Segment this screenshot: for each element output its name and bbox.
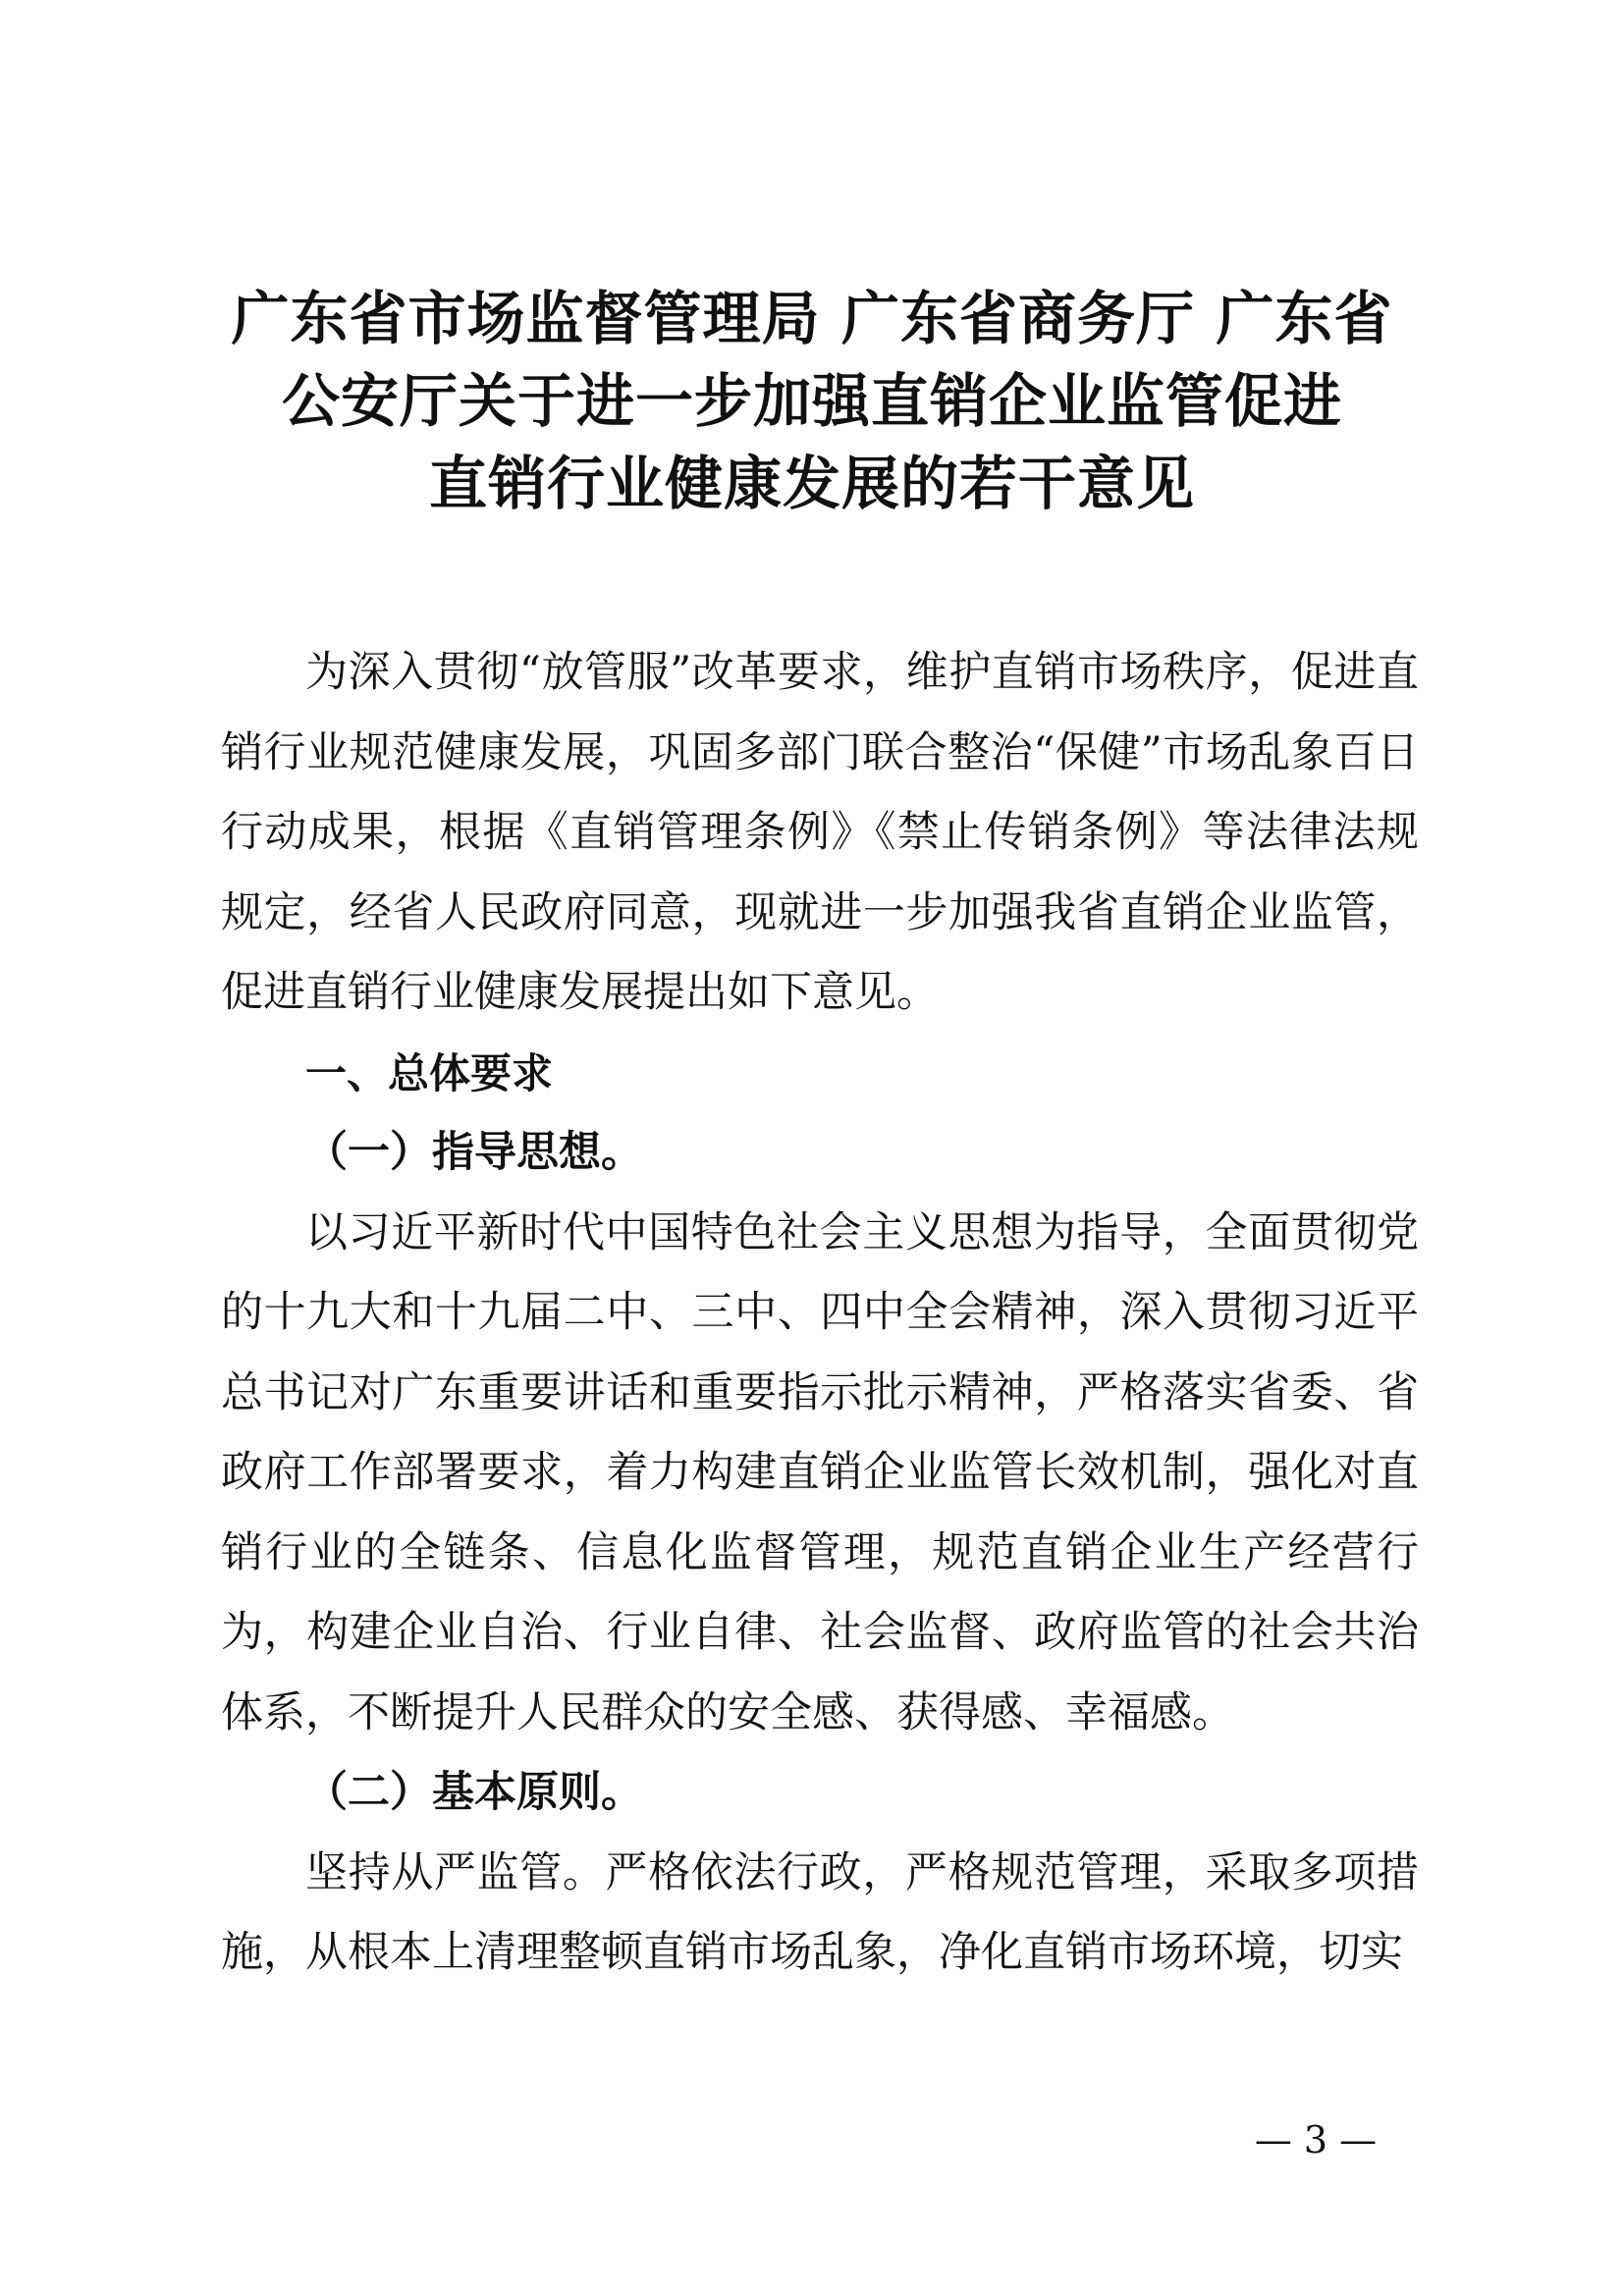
- section-heading-general-requirements: 一、总体要求: [305, 1048, 554, 1097]
- subsection-heading-basic-principles: （二）基本原则。: [305, 1768, 643, 1817]
- guiding-ideology-paragraph: 以习近平新时代中国特色社会主义思想为指导，全面贯彻党的十九大和十九届二中、三中、四中全会精神，深入贯彻习近平总书记对广东重要讲话和重要指示批示精神，严格落实省委、省政府工作部署要求，着力构建直销企业监管长效机制，强化对直销行业的全链条、信息化监督管理，规范直销企业生产经营行为，构建企业自治、行业自律、社会监督、政府监管的社会共治体系，不断提升人民群众的安全感、获得感、幸福感。: [221, 1207, 1419, 1737]
- basic-principles-paragraph: 坚持从严监管。严格依法行政，严格规范管理，采取多项措施，从根本上清理整顿直销市场乱象，净化直销市场环境，切实: [221, 1847, 1419, 1977]
- document-body: [221, 633, 1419, 1994]
- page-number: — 3 —: [1254, 2118, 1378, 2162]
- title-line-2: 公安厅关于进一步加强直销企业监管促进: [281, 367, 1342, 435]
- intro-paragraph: 为深入贯彻“放管服”改革要求，维护直销市场秩序，促进直销行业规范健康发展，巩固多部门联合整治“保健”市场乱象百日行动成果，根据《直销管理条例》《禁止传销条例》等法律法规规定，经省人民政府同意，现就进一步加强我省直销企业监管，促进直销行业健康发展提出如下意见。: [221, 648, 1419, 1017]
- title-line-3: 直销行业健康发展的若干意见: [428, 450, 1195, 517]
- document-title: [0, 278, 1624, 525]
- subsection-heading-guiding-ideology: （一）指导思想。: [305, 1128, 643, 1177]
- title-line-1: 广东省市场监督管理局 广东省商务厅 广东省: [231, 285, 1393, 352]
